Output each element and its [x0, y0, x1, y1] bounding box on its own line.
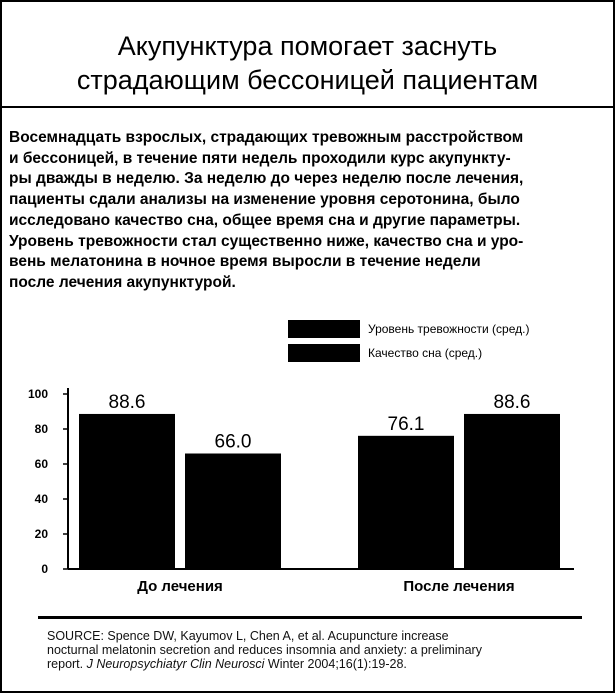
legend-label-sleep-quality: Качество сна (сред.)	[368, 346, 483, 360]
page-title-line-2: страдающим бессоницей пациентам	[76, 65, 539, 95]
y-tick-label: 60	[34, 457, 48, 471]
study-description	[9, 128, 609, 294]
page-title-line-1: Акупунктура помогает заснуть	[117, 31, 498, 61]
bar	[185, 454, 281, 570]
source-line-1: SOURCE: Spence DW, Kayumov L, Chen A, et al. Acupuncture increase	[47, 629, 449, 643]
y-tick-label: 40	[34, 492, 48, 506]
description-line: исследовано качество сна, общее время сна и другие параметры.	[9, 211, 521, 229]
y-tick-label: 20	[34, 527, 48, 541]
description-line: и бессоницей, в течение пяти недель проходили курс акупункту-	[9, 149, 511, 167]
source-divider	[38, 616, 582, 619]
source-line-3-suffix: Winter 2004;16(1):19-28.	[264, 657, 407, 671]
bar-value-label: 88.6	[493, 391, 531, 413]
description-line: вень мелатонина в ночное время выросли в течение недели	[9, 253, 481, 271]
y-tick-label: 0	[41, 562, 48, 576]
x-category-label: После лечения	[403, 578, 515, 595]
description-line: Уровень тревожности стал существенно ниже, качество сна и уро-	[9, 232, 524, 250]
description-line: пациенты сдали анализы на изменение уровня серотонина, было	[9, 191, 520, 209]
x-category-label: До лечения	[137, 578, 223, 595]
y-tick-label: 80	[34, 422, 48, 436]
description-line: после лечения акупунктурой.	[9, 273, 236, 291]
bar-value-label: 88.6	[108, 391, 146, 413]
legend-swatch-anxiety	[288, 320, 360, 338]
description-line: Восемнадцать взрослых, страдающих тревожным расстройством	[9, 129, 524, 146]
source-line-3-prefix: report.	[47, 657, 87, 671]
bar-value-label: 66.0	[214, 431, 252, 453]
legend-swatch-sleep-quality	[288, 344, 360, 362]
bar	[464, 414, 560, 569]
source-citation	[47, 629, 587, 671]
source-line-3	[47, 657, 587, 671]
description-line: ры дважды в неделю. За неделю до через неделю после лечения,	[9, 170, 524, 188]
source-line-2: nocturnal melatonin secretion and reduces insomnia and anxiety: a preliminary	[47, 643, 482, 657]
legend-label-anxiety: Уровень тревожности (сред.)	[368, 322, 530, 336]
bar-value-label: 76.1	[387, 413, 425, 435]
title-box	[2, 2, 613, 108]
bar	[79, 414, 175, 569]
bar	[358, 436, 454, 569]
source-journal: J Neuropsychiatyr Clin Neurosci	[86, 657, 265, 671]
y-tick-label: 100	[27, 387, 48, 401]
bar-chart	[2, 372, 613, 607]
